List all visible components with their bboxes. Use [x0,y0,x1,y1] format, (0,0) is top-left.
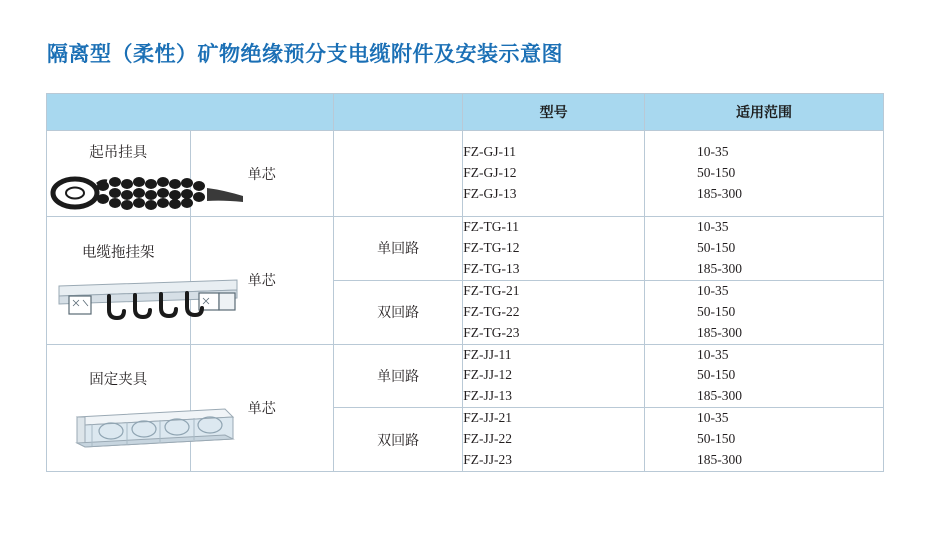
range-value: 10-35 [697,144,729,160]
range-value: 50-150 [697,165,736,181]
range-list-clamp-double [645,408,884,472]
model-list-trailer-single [463,217,645,281]
range-value: 10-35 [697,282,729,298]
model-value: FZ-TG-13 [463,260,520,276]
product-name: 固定夹具 [89,372,148,389]
core-type-cable-trailer-rack: 单芯 [190,217,334,345]
range-value: 50-150 [697,431,736,447]
range-list-trailer-double [645,280,884,344]
model-value: FZ-TG-23 [463,324,520,340]
spec-table [46,93,884,472]
model-value: FZ-GJ-11 [463,144,516,160]
header-image-blank [47,94,334,131]
model-value: FZ-GJ-12 [463,165,517,181]
range-value: 185-300 [697,324,742,340]
product-name: 电缆拖挂架 [82,244,155,261]
model-value: FZ-TG-11 [463,219,519,234]
model-list-trailer-double [463,280,645,344]
range-value: 50-150 [697,303,736,319]
model-value: FZ-JJ-22 [463,431,512,447]
range-value: 10-35 [697,410,729,426]
range-value: 10-35 [697,219,729,234]
model-list-clamp-single [463,344,645,408]
core-type-lifting-hanger: 单芯 [190,131,334,217]
range-value: 10-35 [697,346,729,362]
loop-type-lifting-hanger [334,131,463,217]
table-head [47,94,884,131]
model-value: FZ-TG-22 [463,303,520,319]
table-body [47,131,884,472]
model-value: FZ-TG-12 [463,239,520,255]
loop-type-double: 双回路 [334,280,463,344]
range-list-lifting-hanger [645,131,884,217]
range-value: 50-150 [697,239,736,255]
spec-table-wrapper [46,93,884,472]
range-list-clamp-single [645,344,884,408]
product-cell-fixing-clamp [47,344,191,472]
range-value: 50-150 [697,367,736,383]
model-value: FZ-JJ-13 [463,388,512,404]
table-header-row [47,94,884,131]
loop-type-single: 单回路 [334,344,463,408]
header-model: 型号 [463,94,645,131]
table-row [47,344,884,408]
header-range: 适用范围 [645,94,884,131]
range-value: 185-300 [697,452,742,468]
range-list-trailer-single [645,217,884,281]
model-list-lifting-hanger [463,131,645,217]
product-cell-cable-trailer-rack [47,217,191,345]
range-value: 185-300 [697,185,742,201]
table-row [47,217,884,281]
range-value: 185-300 [697,260,742,276]
page-title: 隔离型（柔性）矿物绝缘预分支电缆附件及安装示意图 [47,43,563,66]
model-value: FZ-GJ-13 [463,185,517,201]
model-value: FZ-JJ-21 [463,410,512,426]
header-loop-blank [334,94,463,131]
model-value: FZ-JJ-23 [463,452,512,468]
model-value: FZ-JJ-12 [463,367,512,383]
loop-type-single: 单回路 [334,217,463,281]
table-row [47,131,884,217]
model-value: FZ-TG-21 [463,282,520,298]
model-list-clamp-double [463,408,645,472]
loop-type-double: 双回路 [334,408,463,472]
core-type-fixing-clamp: 单芯 [190,344,334,472]
product-name: 起吊挂具 [89,145,148,161]
product-cell-lifting-hanger [47,131,191,217]
range-value: 185-300 [697,388,742,404]
model-value: FZ-JJ-11 [463,346,512,362]
